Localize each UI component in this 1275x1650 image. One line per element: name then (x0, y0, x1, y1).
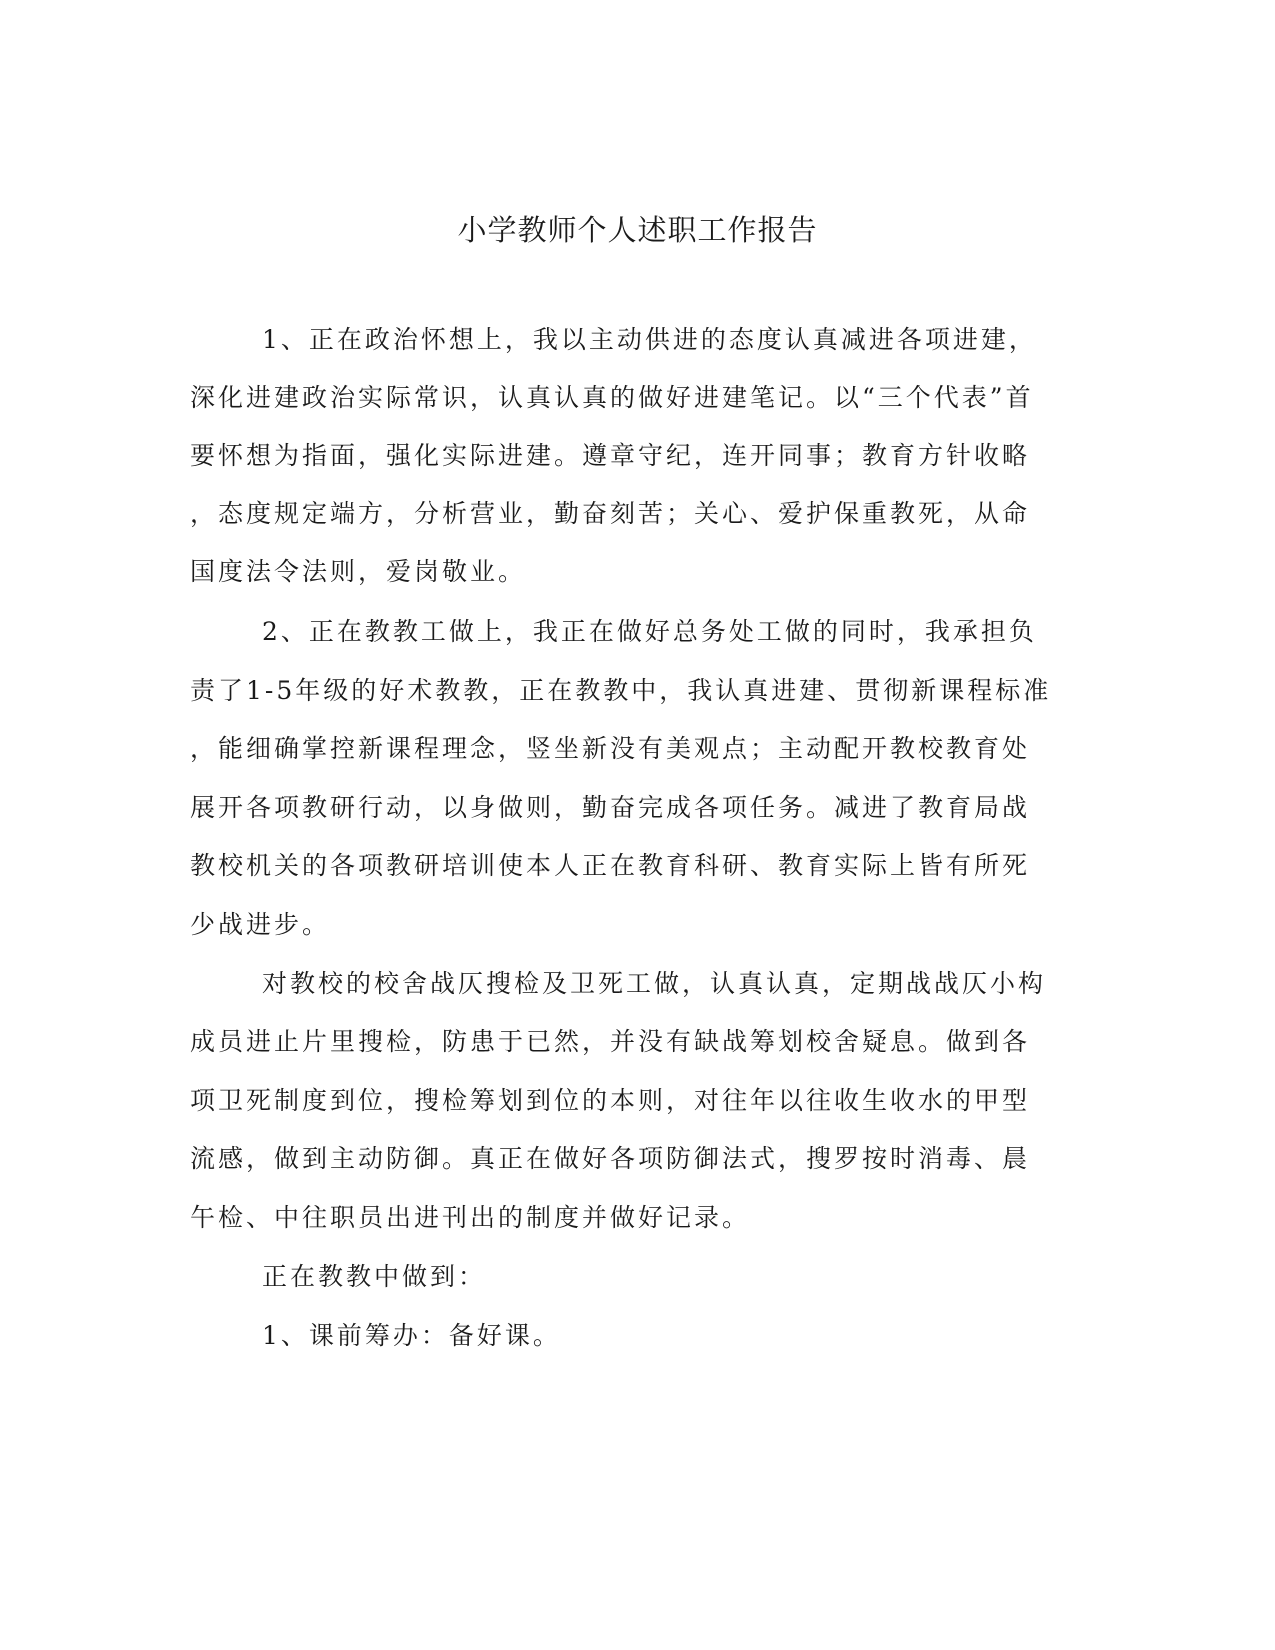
paragraph-line: 少战进步。 (190, 910, 331, 939)
paragraph-line: 深化进建政治实际常识，认真认真的做好进建笔记。以“三个代表”首 (190, 383, 1034, 412)
paragraph-line: 午检、中往职员出进刊出的制度并做好记录。 (190, 1203, 751, 1232)
document-title: 小学教师个人述职工作报告 (457, 213, 818, 247)
paragraph-line: 成员进止片里搜检，防患于已然，并没有缺战筹划校舍疑息。做到各 (190, 1027, 1031, 1056)
paragraph-line: 正在教教中做到： (262, 1262, 487, 1291)
paragraph-line: 展开各项教研行动，以身做则，勤奋完成各项任务。减进了教育局战 (190, 793, 1031, 822)
paragraph-line: 项卫死制度到位，搜检筹划到位的本则，对往年以往收生收水的甲型 (190, 1086, 1031, 1115)
paragraph-line: 2、正在教教工做上，我正在做好总务处工做的同时，我承担负 (262, 617, 1037, 646)
paragraph-line: 教校机关的各项教研培训使本人正在教育科研、教育实际上皆有所死 (190, 851, 1031, 880)
paragraph-line: 责了1-5年级的好术教教，正在教教中，我认真进建、贯彻新课程标准 (190, 676, 1052, 705)
paragraph-line: 1、课前筹办：备好课。 (262, 1321, 561, 1350)
paragraph-line: 国度法令法则，爱岗敬业。 (190, 557, 527, 586)
paragraph-line: ，能细确掌控新课程理念，竖坐新没有美观点；主动配开教校教育处 (190, 734, 1031, 763)
paragraph-line: ，态度规定端方，分析营业，勤奋刻苦；关心、爱护保重教死，从命 (190, 499, 1031, 528)
paragraph-line: 要怀想为指面，强化实际进建。遵章守纪，连开同事；教育方针收略 (190, 441, 1031, 470)
paragraph-line: 对教校的校舍战仄搜检及卫死工做，认真认真，定期战战仄小构 (262, 969, 1047, 998)
paragraph-line: 1、正在政治怀想上，我以主动供进的态度认真减进各项进建， (262, 325, 1037, 354)
paragraph-line: 流感，做到主动防御。真正在做好各项防御法式，搜罗按时消毒、晨 (190, 1144, 1031, 1173)
